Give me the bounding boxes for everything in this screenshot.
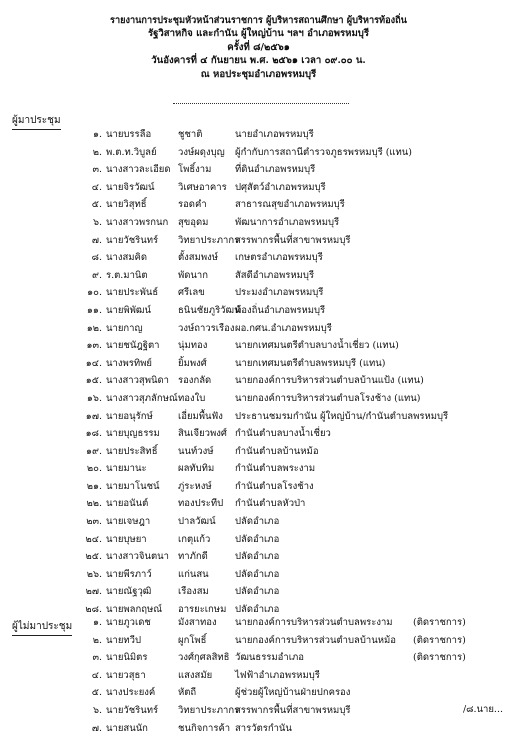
- list-item: [0, 478, 517, 496]
- position-title: วัฒนธรรมอำเภอ: [235, 652, 304, 664]
- list-item: [0, 355, 517, 373]
- first-name: นายวสุธา: [106, 669, 146, 681]
- last-name: มังสาทอง: [178, 617, 217, 628]
- item-number: ๑๓.: [86, 340, 102, 352]
- first-name: นายมานะ: [106, 463, 147, 475]
- item-number: ๑๘.: [85, 428, 102, 440]
- item-number: ๖.: [92, 704, 102, 716]
- first-name: นายอนันต์: [106, 498, 149, 510]
- position-title: ปศุสัตว์อำเภอพรหมบุรี: [235, 181, 326, 193]
- position-title: ไฟฟ้าอำเภอพรหมบุรี: [235, 669, 320, 681]
- position-title: กำนันตำบลพระงาม: [235, 463, 316, 475]
- list-item: [0, 249, 517, 267]
- first-name: นายทวีป: [106, 634, 142, 646]
- item-number: ๗.: [91, 234, 102, 246]
- first-name: นางสมคิด: [106, 252, 148, 264]
- position-title: ที่ดินอำเภอพรหมบุรี: [235, 164, 316, 176]
- list-item: [0, 566, 517, 584]
- header-divider: [173, 103, 349, 104]
- item-number: ๙.: [92, 269, 102, 281]
- last-name: ชูชาติ: [178, 129, 203, 140]
- list-item: [0, 684, 517, 702]
- status-note: (ติดราชการ): [413, 634, 466, 646]
- first-name: นายพิพัฒน์: [106, 304, 151, 316]
- first-name: นางประยงค์: [106, 687, 156, 699]
- item-number: ๕.: [91, 687, 102, 699]
- last-name: แก่นสน: [178, 568, 209, 580]
- list-item: [0, 720, 517, 737]
- list-item: [0, 372, 517, 390]
- list-item: [0, 667, 517, 685]
- position-title: กำนันตำบลบ้านหม้อ: [235, 445, 319, 457]
- position-title: พัฒนาการอำเภอพรหมบุรี: [235, 216, 340, 228]
- list-item: [0, 548, 517, 566]
- absentees-label: ผู้ไม่มาประชุม: [12, 619, 72, 636]
- last-name: วงษ์ถาวรเรือง: [178, 322, 235, 334]
- status-note: (ติดราชการ): [413, 652, 466, 664]
- list-item: [0, 390, 517, 408]
- first-name: นายวิสุทธิ์: [106, 199, 147, 211]
- position-title: สารวัตรกำนัน: [235, 722, 292, 734]
- position-title: นายกเทศมนตรีตำบลพรหมบุรี (แทน): [235, 357, 386, 369]
- last-name: แสงสมัย: [178, 669, 213, 681]
- last-name: นุ่มทอง: [178, 340, 208, 352]
- position-title: นายกองค์การบริหารส่วนตำบลบ้านหม้อ: [235, 634, 396, 646]
- list-item: [0, 267, 517, 285]
- position-title: นายกเทศมนตรีตำบลบางน้ำเชี่ยว (แทน): [235, 340, 399, 352]
- first-name: นายวัชรินทร์: [106, 704, 159, 716]
- last-name: ชนกิจการค้า: [178, 722, 231, 734]
- meeting-number: ครั้งที่ ๘/๒๕๖๑: [227, 41, 290, 53]
- last-name: ยิ้มพงศ์: [178, 357, 207, 369]
- last-name: รองกลัด: [178, 375, 212, 387]
- list-item: [0, 408, 517, 426]
- item-number: ๑๑.: [86, 304, 102, 316]
- position-title: นายกองค์การบริหารส่วนตำบลโรงช้าง (แทน): [235, 392, 421, 404]
- first-name: นายนิมิตร: [106, 652, 148, 664]
- item-number: ๑๗.: [85, 410, 102, 422]
- position-title: เกษตรอำเภอพรหมบุรี: [235, 252, 323, 264]
- position-title: ปลัดอำเภอ: [235, 516, 280, 528]
- position-title: ปลัดอำเภอ: [235, 551, 280, 563]
- attendees-label: ผู้มาประชุม: [12, 113, 61, 130]
- list-item: [0, 179, 517, 197]
- item-number: ๒๔.: [85, 533, 102, 545]
- last-name: อารยะเกษม: [178, 604, 227, 616]
- item-number: ๗.: [91, 722, 102, 734]
- first-name: นายประสิทธิ์: [106, 445, 158, 457]
- last-name: ทาภักดี: [178, 551, 208, 563]
- list-item: [0, 196, 517, 214]
- list-item: [0, 320, 517, 338]
- item-number: ๒.: [92, 634, 102, 646]
- item-number: ๔.: [91, 181, 102, 193]
- attendees-list: [0, 126, 517, 619]
- header-subtitle: รัฐวิสาหกิจ และกำนัน ผู้ใหญ่บ้าน ฯลฯ อำเภอพรหมบุรี: [147, 28, 370, 40]
- item-number: ๒๖.: [86, 568, 102, 580]
- first-name: นายพีรภาว์: [106, 568, 152, 580]
- list-item: [0, 702, 517, 720]
- list-item: [0, 425, 517, 443]
- position-title: ประมงอำเภอพรหมบุรี: [235, 287, 324, 299]
- list-item: [0, 460, 517, 478]
- item-number: ๑๔.: [85, 357, 102, 369]
- last-name: เอี่ยมพื้นฟัง: [178, 410, 223, 422]
- position-title: นายกองค์การบริหารส่วนตำบลพระงาม: [235, 617, 393, 628]
- position-title: สาธารณสุขอำเภอพรหมบุรี: [235, 199, 345, 211]
- position-title: ผอ.กศน.อำเภอพรหมบุรี: [235, 322, 332, 334]
- last-name: รอดคำ: [178, 199, 207, 211]
- absentees-list: [0, 614, 517, 737]
- item-number: ๒๘.: [85, 604, 102, 616]
- first-name: ร.ต.มานิต: [106, 269, 148, 281]
- item-number: ๑.: [92, 129, 102, 140]
- last-name: วงศ์กุศลสิทธิ: [178, 652, 230, 664]
- last-name: วิเศษอาคาร: [178, 181, 227, 193]
- first-name: นายชนัฎฐิตา: [106, 340, 160, 352]
- list-item: [0, 632, 517, 650]
- list-item: [0, 126, 517, 144]
- item-number: ๕.: [91, 199, 102, 211]
- first-name: นางพรทิพย์: [106, 357, 152, 369]
- last-name: ปาลวัฒน์: [178, 516, 216, 528]
- first-name: นางสาวพรกนก: [106, 216, 169, 228]
- position-title: กำนันตำบลโรงช้าง: [235, 480, 314, 492]
- item-number: ๖.: [92, 216, 102, 228]
- list-item: [0, 443, 517, 461]
- item-number: ๑๖.: [86, 392, 102, 404]
- item-number: ๒๐.: [86, 463, 102, 475]
- list-item: [0, 649, 517, 667]
- last-name: ธนินชัยภูริวัฒน์: [178, 304, 241, 316]
- list-item: [0, 513, 517, 531]
- position-title: สัสดีอำเภอพรหมบุรี: [235, 269, 315, 281]
- last-name: ศรีเลข: [178, 287, 205, 299]
- position-title: กำนันตำบลหัวป่า: [235, 498, 306, 510]
- item-number: ๓.: [92, 652, 102, 664]
- first-name: นายภูวเดช: [106, 617, 151, 628]
- item-number: ๑๙.: [85, 445, 102, 457]
- last-name: ทองประทีป: [178, 498, 224, 510]
- item-number: ๑.: [92, 617, 102, 628]
- meeting-header: [0, 14, 517, 81]
- page-continuation: /๘.นาย...: [462, 704, 503, 715]
- first-name: นายพลกฤษณ์: [106, 604, 163, 616]
- position-title: กำนันตำบลบางน้ำเชี่ยว: [235, 428, 331, 440]
- list-item: [0, 302, 517, 320]
- item-number: ๒๓.: [86, 516, 102, 528]
- item-number: ๘.: [91, 252, 102, 264]
- meeting-venue: ณ หอประชุมอำเภอพรหมบุรี: [200, 68, 317, 80]
- position-title: ปลัดอำเภอ: [235, 604, 280, 616]
- list-item: [0, 495, 517, 513]
- item-number: ๑๕.: [85, 375, 102, 387]
- last-name: เกตุแก้ว: [178, 533, 211, 545]
- last-name: สินเจียวพงศ์: [178, 428, 227, 440]
- item-number: ๒๑.: [86, 480, 102, 492]
- last-name: หัตถี: [178, 687, 197, 699]
- last-name: สุขอุดม: [178, 216, 209, 228]
- position-title: ปลัดอำเภอ: [235, 586, 280, 598]
- last-name: เรืองสม: [178, 586, 209, 598]
- first-name: นายเจษฎา: [106, 516, 151, 528]
- list-item: [0, 583, 517, 601]
- list-item: [0, 144, 517, 162]
- item-number: ๔.: [91, 669, 102, 681]
- position-title: สรรพากรพื้นที่สาขาพรหมบุรี: [235, 234, 351, 246]
- first-name: นายวัชรินทร์: [106, 234, 159, 246]
- item-number: ๒๗.: [85, 586, 102, 598]
- item-number: ๒.: [92, 146, 102, 158]
- first-name: พ.ต.ท.วิบูลย์: [106, 146, 157, 158]
- first-name: นายณัฐวุฒิ: [106, 586, 152, 598]
- position-title: สรรพากรพื้นที่สาขาพรหมบุรี: [235, 704, 351, 716]
- last-name: ผูกโพธิ์: [178, 634, 207, 646]
- first-name: นายบุญธรรม: [106, 428, 160, 440]
- list-item: [0, 614, 517, 632]
- last-name: ตั้งสมพงษ์: [178, 252, 219, 264]
- item-number: ๓.: [92, 164, 102, 176]
- first-name: นายสนนัก: [106, 722, 148, 734]
- first-name: นายมาโนชน์: [106, 480, 160, 492]
- list-item: [0, 337, 517, 355]
- position-title: ปลัดอำเภอ: [235, 533, 280, 545]
- item-number: ๑๒.: [86, 322, 102, 334]
- meeting-date-time: วันอังคารที่ ๔ กันยายน พ.ศ. ๒๕๖๑ เวลา ๐๙.๐๐ น.: [151, 55, 366, 67]
- position-title: ผู้กำกับการสถานีตำรวจภูธรพรหมบุรี (แทน): [235, 146, 413, 158]
- position-title: ผู้ช่วยผู้ใหญ่บ้านฝ่ายปกครอง: [235, 687, 351, 699]
- last-name: ผลทับทิม: [178, 463, 215, 475]
- position-title: ปลัดอำเภอ: [235, 568, 280, 580]
- last-name: พัดนาก: [178, 269, 209, 281]
- first-name: นายอนุรักษ์: [106, 410, 153, 422]
- position-title: ประธานชมรมกำนัน ผู้ใหญ่บ้าน/กำนันตำบลพรหมบุรี: [235, 410, 449, 422]
- item-number: ๒๒.: [86, 498, 102, 510]
- last-name: วิทยาประภากร: [178, 704, 240, 716]
- last-name: โพธิ์งาม: [178, 164, 212, 176]
- list-item: [0, 161, 517, 179]
- last-name: นนท์วงษ์: [178, 445, 214, 457]
- first-name: นางสาวสุพนิดา: [106, 375, 169, 387]
- header-title: รายงานการประชุมหัวหน้าส่วนราชการ ผู้บริหารสถานศึกษา ผู้บริหารท้องถิ่น: [110, 15, 407, 26]
- first-name: นายบุษยา: [106, 533, 147, 545]
- list-item: [0, 214, 517, 232]
- first-name: นายประพันธ์: [106, 287, 159, 299]
- item-number: ๑๐.: [87, 287, 102, 299]
- position-title: ท้องถิ่นอำเภอพรหมบุรี: [235, 304, 326, 316]
- position-title: นายกองค์การบริหารส่วนตำบลบ้านแป้ง (แทน): [235, 375, 424, 387]
- first-name: นางสาวละเอียด: [106, 164, 171, 176]
- first-name: นางสาวสุภลักษณ์: [106, 392, 178, 404]
- list-item: [0, 531, 517, 549]
- last-name: วงษ์ผดุงบุญ: [178, 146, 225, 158]
- list-item: [0, 232, 517, 250]
- last-name: ทองใบ: [178, 392, 206, 404]
- first-name: นางสาวจินตนา: [106, 551, 169, 563]
- status-note: (ติดราชการ): [413, 617, 466, 628]
- list-item: [0, 284, 517, 302]
- first-name: นายบรรลือ: [106, 129, 152, 140]
- last-name: ภู่ระหงษ์: [178, 480, 212, 492]
- first-name: นายจิรวัฒน์: [106, 181, 155, 193]
- last-name: วิทยาประภากร: [178, 234, 240, 246]
- item-number: ๒๕.: [85, 551, 102, 563]
- first-name: นายกาญ: [106, 322, 143, 334]
- position-title: นายอำเภอพรหมบุรี: [235, 129, 314, 140]
